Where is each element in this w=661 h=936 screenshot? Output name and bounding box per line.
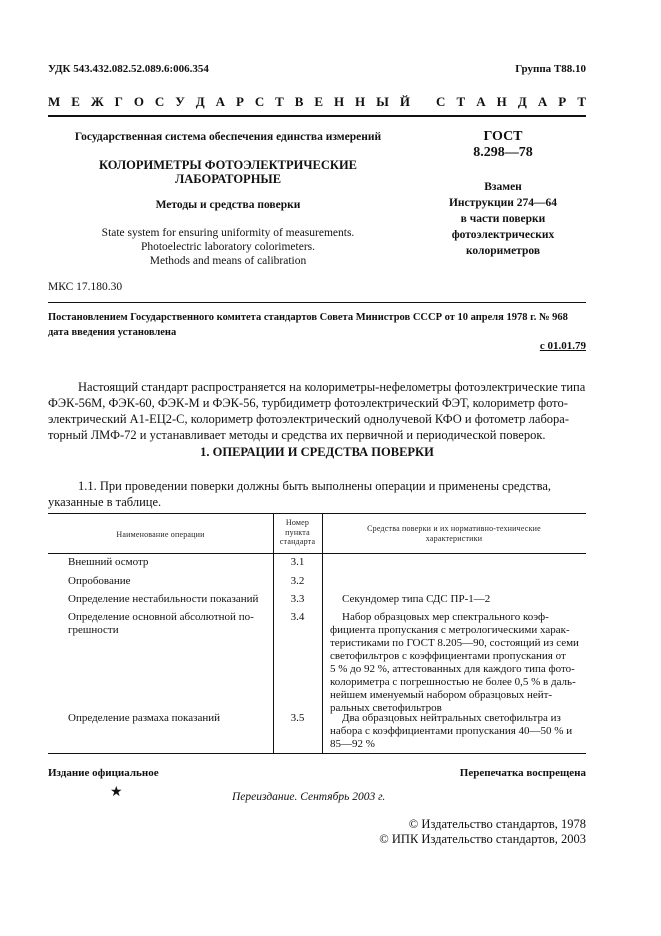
means-line: фициента пропускания с метрологическими харак- bbox=[330, 624, 570, 636]
table-cell-means bbox=[330, 712, 582, 751]
banner-letter: О bbox=[133, 94, 144, 109]
banner-letter: Н bbox=[496, 94, 507, 109]
copyright-2003: © ИПК Издательство стандартов, 2003 bbox=[379, 832, 586, 846]
operation-line: Определение размаха показаний bbox=[68, 712, 220, 724]
mks-code: МКС 17.180.30 bbox=[48, 281, 123, 293]
intro-line: Настоящий стандарт распространяется на колориметры-нефелометры фотоэлектрические типа bbox=[78, 380, 586, 394]
banner-letter: Ж bbox=[90, 94, 104, 109]
operation-line: Определение нестабильности показаний bbox=[68, 593, 259, 605]
table-header-operation: Наименование операции bbox=[116, 530, 205, 539]
table-col-divider-2 bbox=[322, 513, 323, 753]
subtitle: Методы и средства поверки bbox=[155, 199, 301, 211]
english-title-2: Photoelectric laboratory colorimeters. bbox=[140, 241, 316, 253]
table-top-rule bbox=[48, 513, 586, 514]
table-bottom-rule bbox=[48, 753, 586, 754]
decree-line-2: дата введения установлена bbox=[48, 327, 177, 338]
table-cell-operation bbox=[68, 575, 268, 588]
intro-line: ФЭК-56М, ФЭК-60, ФЭК-М и ФЭК-56, турбидиметр фотоэлектрический ФЭТ, колориметр фото- bbox=[48, 396, 568, 410]
udk-code: УДК 543.432.082.52.089.6:006.354 bbox=[48, 63, 209, 75]
means-line: 5 % до 92 %, аттестованных для каждого типа фото- bbox=[330, 663, 575, 675]
table-cell-clause: 3.4 bbox=[290, 611, 305, 623]
means-line: ральных светофильтров bbox=[330, 702, 442, 714]
header-divider bbox=[48, 302, 586, 303]
paragraph-1-1-line-1: 1.1. При проведении поверки должны быть выполнены операции и применены средства, bbox=[78, 479, 552, 493]
banner-letter: Е bbox=[314, 94, 324, 109]
intro-line: торный ЛМФ-72 и устанавливает методы и средства их первичной и периодической поверок. bbox=[48, 428, 546, 442]
means-line: Два образцовых нейтральных светофильтра из bbox=[342, 712, 561, 724]
means-line: Набор образцовых мер спектрального коэф- bbox=[342, 611, 549, 623]
table-header-clause-line: Номер bbox=[285, 518, 310, 527]
banner-letter: Ы bbox=[376, 94, 389, 109]
table-cell-clause: 3.2 bbox=[290, 575, 305, 587]
table-header-clause bbox=[273, 518, 322, 547]
reissue-note: Переиздание. Сентябрь 2003 г. bbox=[232, 791, 386, 803]
copyright-1978: © Издательство стандартов, 1978 bbox=[408, 817, 586, 831]
means-line: колориметра с погрешностью не более 0,5 % в даль- bbox=[330, 676, 576, 688]
operation-line: грешности bbox=[68, 624, 119, 636]
banner-letter: Н bbox=[355, 94, 366, 109]
table-header-means bbox=[322, 524, 586, 543]
table-cell-clause: 3.5 bbox=[290, 712, 305, 724]
star-icon: ★ bbox=[110, 784, 123, 800]
reprint-forbidden: Перепечатка воспрещена bbox=[459, 767, 586, 779]
banner-letter: С bbox=[154, 94, 165, 109]
table-cell-means bbox=[330, 611, 582, 715]
means-line: Секундомер типа СДС ПР-1—2 bbox=[342, 593, 491, 605]
banner-letter: Р bbox=[235, 94, 244, 109]
banner-letter: Р bbox=[558, 94, 567, 109]
banner-rule bbox=[48, 115, 586, 117]
english-title-3: Methods and means of calibration bbox=[149, 255, 307, 267]
section-1-paragraph bbox=[48, 478, 586, 510]
english-title-1: State system for ensuring uniformity of measurements. bbox=[101, 227, 355, 239]
table-header-means-line: Средства поверки и их нормативно-технические bbox=[367, 524, 541, 533]
table-cell-operation bbox=[68, 593, 268, 606]
decree-line-1: Постановлением Государственного комитета стандартов Совета Министров СССР от 10 апреля 1978 г. № 968 bbox=[48, 312, 568, 323]
banner-letter: Д bbox=[517, 94, 527, 109]
section-1-heading: 1. ОПЕРАЦИИ И СРЕДСТВА ПОВЕРКИ bbox=[200, 445, 434, 459]
gost-label: ГОСТ bbox=[483, 129, 523, 144]
effective-date: с 01.01.79 bbox=[539, 340, 586, 352]
title-line-1: КОЛОРИМЕТРЫ ФОТОЭЛЕКТРИЧЕСКИЕ bbox=[98, 158, 358, 172]
means-line: теристиками по ГОСТ 8.205—90, состоящий из семи bbox=[330, 637, 579, 649]
table-header-clause-line: стандарта bbox=[279, 537, 316, 546]
operation-line: Опробование bbox=[68, 575, 131, 587]
operation-line: Определение основной абсолютной по- bbox=[68, 611, 254, 623]
replaces-line: Взамен bbox=[484, 181, 522, 193]
banner-letter: А bbox=[476, 94, 486, 109]
table-cell-operation bbox=[68, 556, 268, 569]
banner-letter: А bbox=[537, 94, 548, 109]
intro-paragraph bbox=[48, 379, 586, 443]
table-cell-clause: 3.1 bbox=[290, 556, 305, 568]
title-line-2: ЛАБОРАТОРНЫЕ bbox=[174, 172, 282, 186]
banner-letter: С bbox=[254, 94, 265, 109]
intro-line: электрический А1-ЕЦ2-С, колориметр фотоэлектрический однолучевой КФО и фотометр лабора- bbox=[48, 412, 570, 426]
replaces-line: колориметров bbox=[465, 245, 541, 257]
means-line: светофильтров с коэффициентами пропускания от bbox=[330, 650, 566, 662]
table-header-means-line: характеристики bbox=[425, 533, 483, 543]
banner-letter: Е bbox=[71, 94, 80, 109]
system-name: Государственная система обеспечения единства измерений bbox=[74, 131, 382, 143]
group-code: Группа Т88.10 bbox=[515, 63, 586, 75]
banner-letter: Н bbox=[333, 94, 345, 109]
banner-word-standard bbox=[436, 94, 586, 110]
banner-letter: У bbox=[175, 94, 185, 109]
official-edition: Издание официальное bbox=[48, 767, 159, 779]
operation-line: Внешний осмотр bbox=[68, 556, 149, 568]
banner-letter: М bbox=[48, 94, 61, 109]
table-header-clause-line: пункта bbox=[285, 527, 310, 537]
means-line: нейшем именуемый набором образцовых нейт- bbox=[330, 689, 553, 701]
paragraph-1-1-line-2: указанные в таблице. bbox=[48, 495, 162, 509]
banner-letter: Й bbox=[399, 94, 410, 109]
replaces-line: Инструкции 274—64 bbox=[448, 197, 558, 209]
banner-letter: Д bbox=[195, 94, 205, 109]
gost-number: 8.298—78 bbox=[473, 145, 533, 160]
banner-word-interstate bbox=[48, 94, 410, 110]
banner-letter: А bbox=[215, 94, 225, 109]
banner-letter: Т bbox=[577, 94, 586, 109]
table-cell-operation bbox=[68, 712, 268, 725]
banner-letter: С bbox=[436, 94, 446, 109]
means-line: набора с коэффициентами пропускания 40—50 % и bbox=[330, 725, 573, 737]
replaces-line: фотоэлектрических bbox=[451, 229, 555, 241]
table-cell-clause: 3.3 bbox=[290, 593, 305, 605]
table-cell-means bbox=[330, 593, 582, 606]
interstate-standard-banner bbox=[48, 94, 586, 110]
banner-letter: Г bbox=[114, 94, 123, 109]
table-header-rule bbox=[48, 553, 586, 554]
banner-letter: В bbox=[294, 94, 304, 109]
banner-letter: Т bbox=[275, 94, 284, 109]
replaces-block bbox=[420, 179, 586, 259]
means-line: 85—92 % bbox=[330, 738, 375, 750]
banner-letter: Т bbox=[456, 94, 466, 109]
replaces-line: в части поверки bbox=[460, 213, 546, 225]
table-cell-operation bbox=[68, 611, 268, 637]
